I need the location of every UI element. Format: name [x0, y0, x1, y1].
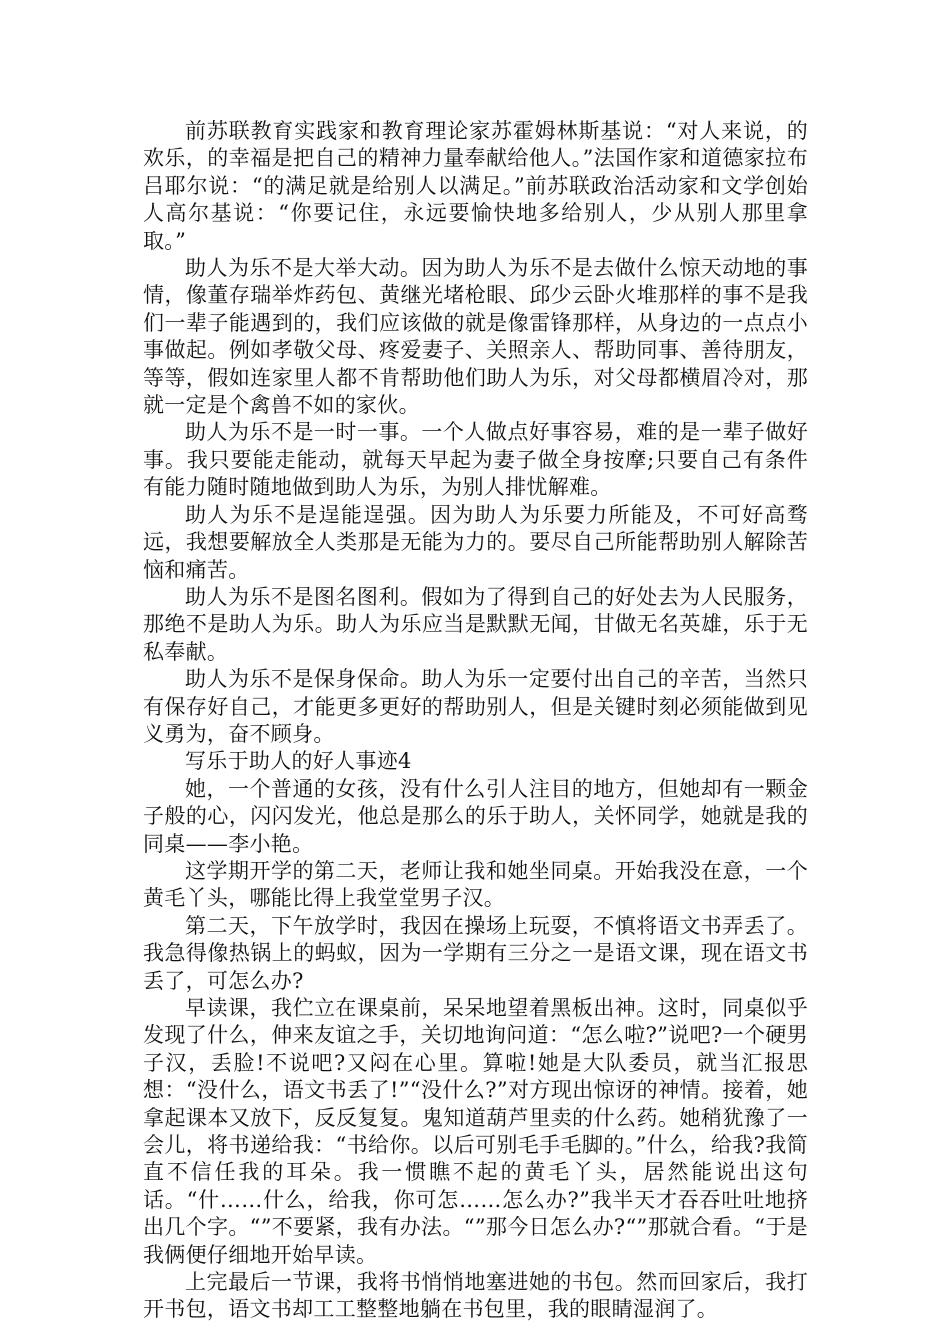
paragraph-lost-book: 第二天，下午放学时，我因在操场上玩耍，不慎将语文书弄丢了。我急得像热锅上的蚂蚁，因为一学期有三分之一是语文课，现在语文书丢了，可怎么办?: [143, 913, 808, 993]
document-body: [143, 118, 808, 1324]
paragraph-quotes: 前苏联教育实践家和教育理论家苏霍姆林斯基说：“对人来说，的欢乐，的幸福是把自己的精神力量奉献给他人。”法国作家和道德家拉布吕耶尔说：“的满足就是给别人以满足。”前苏联政治活动家和文学创始人高尔基说：“你要记住，永远要愉快地多给别人，少从别人那里拿取。”: [143, 119, 808, 253]
paragraph-not-self-preservation: 助人为乐不是保身保命。助人为乐一定要付出自己的辛苦，当然只有保存好自己，才能更多更好的帮助别人，但是关键时刻必须能做到见义勇为，奋不顾身。: [143, 667, 808, 746]
paragraph-returning-book: 上完最后一节课，我将书悄悄地塞进她的书包。然而回家后，我打开书包，语文书却工工整整地躺在书包里，我的眼睛湿润了。: [143, 1270, 808, 1322]
paragraph-morning-reading: 早读课，我伫立在课桌前，呆呆地望着黑板出神。这时，同桌似乎发现了什么，伸来友谊之手，关切地询问道：“怎么啦?”说吧?一个硬男子汉，丢脸!不说吧?又闷在心里。算啦!她是大队委员，就当汇报思想：“没什么，语文书丢了!”“没什么?”对方现出惊讶的神情。接着，她拿起课本又放下，反反复复。鬼知道葫芦里卖的什么药。她稍犹豫了一会儿，将书递给我：“书给你。以后可别毛手毛脚的。”什么，给我?我简直不信任我的耳朵。我一惯瞧不起的黄毛丫头，居然能说出这句话。“什……什么，给我，你可怎……怎么办?”我半天才吞吞吐吐地挤出几个字。“”不要紧，我有办法。“”那今日怎么办?“”那就合看。“于是我俩便仔细地开始早读。: [143, 996, 808, 1267]
paragraph-intro-deskmate: 她，一个普通的女孩，没有什么引人注目的地方，但她却有一颗金子般的心，闪闪发光，他总是那么的乐于助人，关怀同学，她就是我的同桌——李小艳。: [143, 776, 808, 856]
paragraph-not-for-fame: 助人为乐不是图名图利。假如为了得到自己的好处去为人民服务，那绝不是助人为乐。助人为乐应当是默默无闻，甘做无名英雄，乐于无私奉献。: [143, 584, 808, 664]
paragraph-not-grand: 助人为乐不是大举大动。因为助人为乐不是去做什么惊天动地的事情，像董存瑞举炸药包、黄继光堵枪眼、邱少云卧火堆那样的事不是我们一辈子能遇到的，我们应该做的就是像雷锋那样，从身边的一点点小事做起。例如孝敬父母、疼爱妻子、关照亲人、帮助同事、善待朋友，等等，假如连家里人都不肯帮助他们助人为乐，对父母都横眉冷对，那就一定是个禽兽不如的家伙。: [143, 256, 808, 418]
section-heading: 写乐于助人的好人事迹4: [185, 749, 412, 774]
paragraph-not-one-time: 助人为乐不是一时一事。一个人做点好事容易，难的是一辈子做好事。我只要能走能动，就每天早起为妻子做全身按摩;只要自己有条件有能力随时随地做到助人为乐，为别人排忧解难。: [143, 420, 808, 500]
paragraph-not-showing-off: 助人为乐不是逞能逞强。因为助人为乐要力所能及，不可好高骛远，我想要解放全人类那是无能为力的。要尽自己所能帮助别人解除苦恼和痛苦。: [143, 502, 808, 582]
paragraph-first-meeting: 这学期开学的第二天，老师让我和她坐同桌。开始我没在意，一个黄毛丫头，哪能比得上我堂堂男子汉。: [143, 858, 808, 911]
